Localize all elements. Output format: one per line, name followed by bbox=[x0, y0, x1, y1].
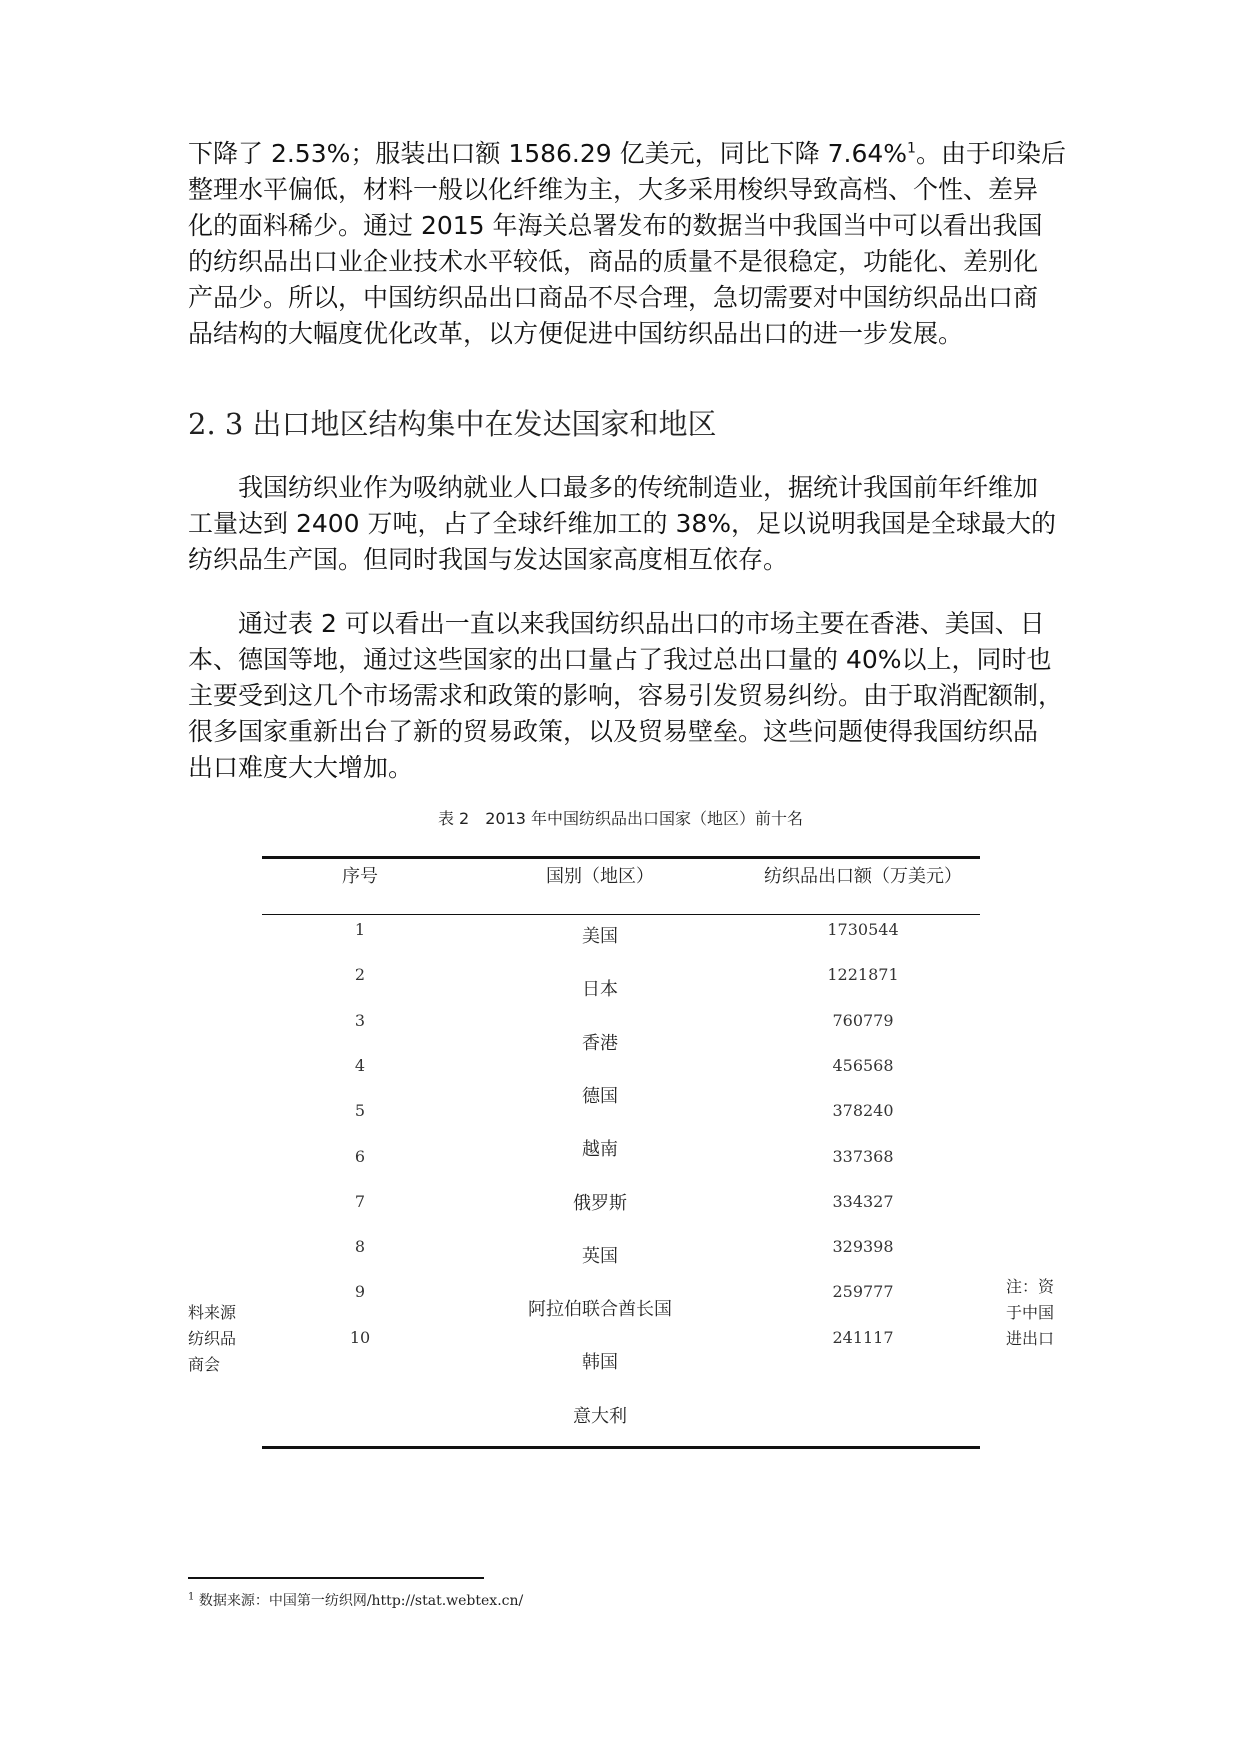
paragraph-line: 主要受到这几个市场需求和政策的影响，容易引发贸易纠纷。由于取消配额制， bbox=[188, 681, 1064, 710]
footnote-text: 数据来源：中国第一纺织网/http://stat.webtex.cn/ bbox=[198, 1593, 524, 1609]
note-line: 于中国 bbox=[1006, 1303, 1055, 1322]
header-country: 国别（地区） bbox=[546, 866, 654, 887]
table-cell-seq: 7 bbox=[354, 1191, 366, 1211]
table-cell-country: 德国 bbox=[582, 1085, 618, 1107]
table-cell-value: 378240 bbox=[832, 1101, 894, 1121]
paragraph-line: 品结构的大幅度优化改革，以方便促进中国纺织品出口的进一步发展。 bbox=[188, 319, 964, 348]
line-text-tail: 。由于印染后 bbox=[915, 139, 1066, 168]
table-cell-value: 760779 bbox=[832, 1010, 894, 1030]
paragraph-line: 工量达到 2400 万吨，占了全球纤维加工的 38%，足以说明我国是全球最大的 bbox=[188, 509, 1057, 538]
footnote-mark: 1 bbox=[188, 1591, 195, 1603]
paragraph-line bbox=[188, 136, 1066, 172]
note-line: 注：资 bbox=[1006, 1277, 1055, 1296]
header-value: 纺织品出口额（万美元） bbox=[764, 866, 962, 887]
paragraph-line: 产品少。所以，中国纺织品出口商品不尽合理，急切需要对中国纺织品出口商 bbox=[188, 283, 1039, 312]
paragraph-line: 纺织品生产国。但同时我国与发达国家高度相互依存。 bbox=[188, 545, 789, 574]
paragraph-line: 的纺织品出口业企业技术水平较低，商品的质量不是很稳定，功能化、差别化 bbox=[188, 247, 1039, 276]
table-cell-seq: 10 bbox=[349, 1327, 371, 1347]
table-cell-seq: 8 bbox=[354, 1237, 366, 1257]
table-cell-value: 241117 bbox=[832, 1327, 894, 1347]
paragraph-line: 化的面料稀少。通过 2015 年海关总署发布的数据当中我国当中可以看出我国 bbox=[188, 211, 1043, 240]
paragraph-line: 通过表 2 可以看出一直以来我国纺织品出口的市场主要在香港、美国、日 bbox=[238, 609, 1045, 638]
table-cell-seq: 4 bbox=[354, 1055, 366, 1075]
note-line: 料来源 bbox=[188, 1303, 237, 1322]
table-cell-country: 美国 bbox=[582, 926, 618, 947]
table-cell-value: 334327 bbox=[832, 1191, 894, 1211]
table-cell-country: 日本 bbox=[582, 979, 618, 1001]
table-cell-value: 329398 bbox=[832, 1237, 894, 1257]
paragraph-line: 本、德国等地，通过这些国家的出口量占了我过总出口量的 40%以上，同时也 bbox=[188, 645, 1052, 674]
table-cell-value: 337368 bbox=[832, 1146, 894, 1166]
left-side-note bbox=[188, 1300, 236, 1378]
table-header-rule bbox=[262, 914, 980, 915]
table-cell-value: 1730544 bbox=[827, 920, 899, 939]
table-bottom-rule bbox=[262, 1446, 980, 1449]
table-cell-country: 俄罗斯 bbox=[573, 1192, 627, 1214]
footnote-rule bbox=[188, 1577, 484, 1579]
paragraph-line: 出口难度大大增加。 bbox=[188, 753, 414, 782]
footnote-ref[interactable]: 1 bbox=[907, 140, 916, 157]
section-heading: 2. 3 出口地区结构集中在发达国家和地区 bbox=[188, 407, 717, 441]
right-side-note bbox=[1006, 1274, 1054, 1352]
table-cell-country: 韩国 bbox=[582, 1352, 618, 1374]
table-caption: 表 2 2013 年中国纺织品出口国家（地区）前十名 bbox=[437, 809, 804, 828]
table-cell-country: 意大利 bbox=[573, 1405, 627, 1427]
table-cell-seq: 5 bbox=[354, 1101, 366, 1121]
paragraph-line: 我国纺织业作为吸纳就业人口最多的传统制造业，据统计我国前年纤维加 bbox=[238, 473, 1039, 502]
note-line: 商会 bbox=[188, 1355, 221, 1374]
table-cell-value: 259777 bbox=[832, 1282, 894, 1302]
paragraph-line: 整理水平偏低，材料一般以化纤维为主，大多采用梭织导致高档、个性、差异 bbox=[188, 175, 1039, 204]
table-cell-country: 阿拉伯联合酋长国 bbox=[528, 1299, 672, 1321]
header-seq: 序号 bbox=[342, 866, 378, 887]
table-cell-seq: 2 bbox=[354, 965, 366, 985]
table-cell-seq: 1 bbox=[354, 920, 366, 939]
table-cell-country: 香港 bbox=[582, 1032, 618, 1054]
footnote bbox=[188, 1590, 523, 1610]
table-cell-seq: 9 bbox=[354, 1282, 366, 1302]
table-top-rule bbox=[262, 856, 980, 859]
table-cell-value: 1221871 bbox=[827, 965, 899, 985]
note-line: 进出口 bbox=[1006, 1329, 1055, 1348]
table-cell-seq: 3 bbox=[354, 1010, 366, 1030]
line-text: 下降了 2.53%；服装出口额 1586.29 亿美元，同比下降 7.64% bbox=[188, 139, 908, 168]
table-cell-country: 越南 bbox=[582, 1139, 618, 1161]
table-cell-seq: 6 bbox=[354, 1146, 366, 1166]
paragraph-line: 很多国家重新出台了新的贸易政策，以及贸易壁垒。这些问题使得我国纺织品 bbox=[188, 717, 1039, 746]
table-cell-country: 英国 bbox=[582, 1245, 618, 1267]
table-cell-value: 456568 bbox=[832, 1055, 894, 1075]
note-line: 纺织品 bbox=[188, 1329, 237, 1348]
